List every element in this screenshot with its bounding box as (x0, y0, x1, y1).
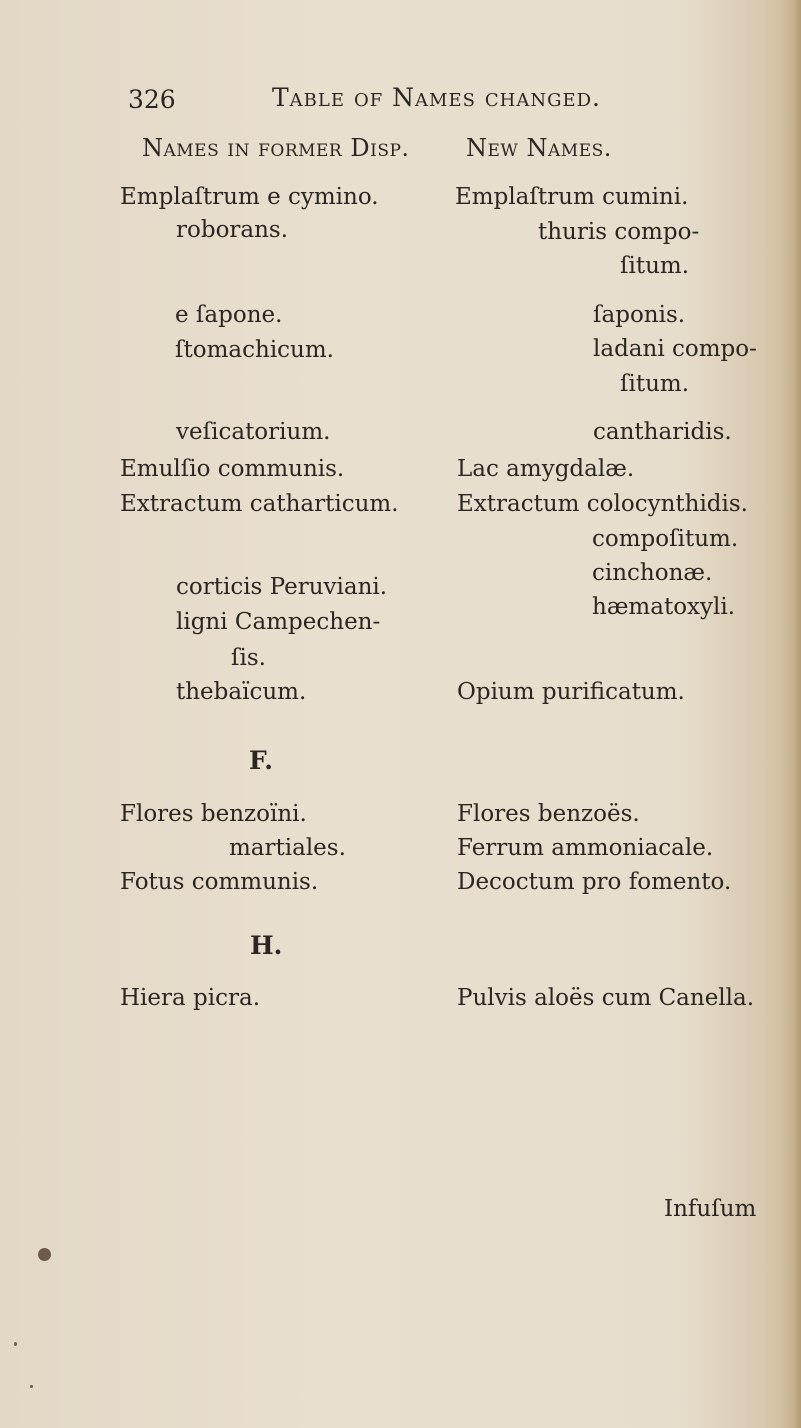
left-entry: e ſapone. (175, 302, 283, 328)
left-entry: ſis. (231, 645, 266, 671)
section-letter-h: H. (250, 931, 283, 960)
left-column-heading: Names in former Disp. (142, 134, 410, 162)
section-letter-f: F. (249, 746, 273, 775)
left-entry: Flores benzoïni. (120, 801, 307, 827)
catchword: Infuſum (664, 1196, 757, 1222)
right-entry: Lac amygdalæ. (457, 456, 635, 482)
right-entry: Extractum colocynthidis. (457, 491, 748, 517)
right-entry: hæmatoxyli. (592, 594, 736, 620)
running-head: Table of Names changed. (272, 83, 601, 112)
right-entry: ſitum. (620, 371, 690, 397)
left-entry: roborans. (176, 217, 289, 243)
right-entry: compoſitum. (592, 526, 739, 552)
right-entry: ladani compo- (593, 336, 757, 362)
right-entry: thuris compo- (538, 219, 700, 245)
page-number: 326 (128, 85, 176, 114)
left-entry: veſicatorium. (176, 419, 331, 445)
ink-spot (14, 1342, 17, 1346)
ink-spot (38, 1248, 51, 1261)
right-entry: cinchonæ. (592, 560, 713, 586)
right-entry: ſitum. (620, 253, 690, 279)
right-entry: Emplaſtrum cumini. (455, 184, 689, 210)
right-entry: Flores benzoës. (457, 801, 640, 827)
left-entry: Emulſio communis. (120, 456, 345, 482)
left-entry: corticis Peruviani. (176, 574, 388, 600)
left-entry: martiales. (229, 835, 346, 861)
right-entry: cantharidis. (593, 419, 732, 445)
right-entry: Ferrum ammoniacale. (457, 835, 714, 861)
left-entry: Fotus communis. (120, 869, 319, 895)
right-entry: Pulvis aloës cum Canella. (457, 985, 755, 1011)
right-entry: ſaponis. (593, 302, 686, 328)
left-entry: Extractum catharticum. (120, 491, 399, 517)
right-column-heading: New Names. (466, 134, 612, 162)
left-entry: ſtomachicum. (175, 337, 334, 363)
left-entry: Emplaſtrum e cymino. (120, 184, 379, 210)
right-entry: Opium purificatum. (457, 679, 685, 705)
right-entry: Decoctum pro fomento. (457, 869, 732, 895)
left-entry: Hiera picra. (120, 985, 261, 1011)
ink-spot (30, 1385, 33, 1388)
left-entry: thebaïcum. (176, 679, 307, 705)
left-entry: ligni Campechen- (176, 609, 381, 635)
page-edge (779, 0, 801, 1428)
